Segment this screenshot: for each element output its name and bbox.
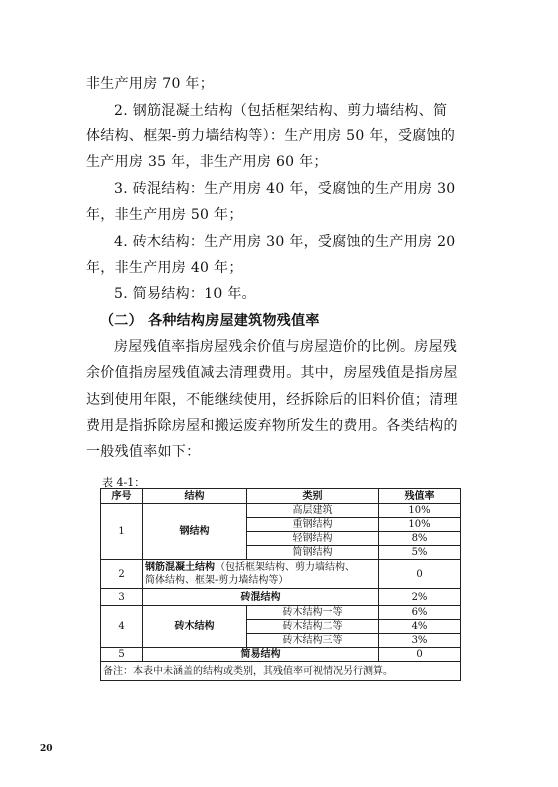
column-header: 残值率: [379, 489, 461, 504]
rate-cell: 0: [379, 560, 461, 589]
paragraph-line: 2. 钢筋混凝土结构（包括框架结构、剪力墙结构、简: [114, 103, 448, 119]
row-number: 2: [101, 560, 143, 589]
category-cell: 砖木结构二等: [247, 620, 379, 634]
paragraph-line: 年，非生产用房 40 年；: [86, 260, 243, 276]
structure-cell: 简易结构: [143, 648, 379, 662]
row-number: 1: [101, 504, 143, 560]
category-cell: 砖木结构一等: [247, 606, 379, 620]
paragraph-line: 一般残值率如下：: [86, 444, 201, 460]
rate-cell: 4%: [379, 620, 461, 634]
table-note-row: [101, 662, 461, 681]
table-header-row: [101, 489, 461, 504]
category-cell: 重钢结构: [247, 518, 379, 532]
paragraph-line: 达到使用年限，不能继续使用，经拆除后的旧料价值；清理: [86, 392, 458, 408]
rate-cell: 3%: [379, 634, 461, 648]
row-number: 4: [101, 606, 143, 648]
category-cell: 轻钢结构: [247, 532, 379, 546]
rate-cell: 2%: [379, 589, 461, 606]
column-header: 结构: [143, 489, 247, 504]
residual-rate-table: [100, 488, 461, 681]
structure-note: （包括框架结构、剪力墙结构、: [215, 562, 355, 573]
table-row: [101, 606, 461, 620]
table-caption: 表 4-1：: [102, 476, 146, 489]
row-number: 3: [101, 589, 143, 606]
paragraph-line: 房屋残值率指房屋残余价值与房屋造价的比例。房屋残: [114, 339, 458, 355]
page-number: 20: [40, 744, 53, 754]
table-row: [101, 504, 461, 518]
structure-note: 简体结构、框架-剪力墙结构等）: [145, 575, 289, 586]
rate-cell: 6%: [379, 606, 461, 620]
table-row: [101, 648, 461, 662]
rate-cell: 10%: [379, 504, 461, 518]
paragraph-line: 余价值指房屋残值减去清理费用。其中，房屋残值是指房屋: [86, 365, 458, 381]
structure-cell: 砖木结构: [143, 606, 247, 648]
category-cell: 高层建筑: [247, 504, 379, 518]
paragraph-line: 生产用房 35 年，非生产用房 60 年；: [86, 154, 328, 170]
rate-cell: 8%: [379, 532, 461, 546]
column-header: 类别: [247, 489, 379, 504]
section-heading: （二） 各种结构房屋建筑物残值率: [100, 313, 320, 329]
table-note: 备注：本表中未涵盖的结构或类别，其残值率可视情况另行测算。: [101, 662, 461, 681]
rate-cell: 5%: [379, 546, 461, 560]
row-number: 5: [101, 648, 143, 662]
table-row: [101, 589, 461, 606]
paragraph-line: 体结构、框架-剪力墙结构等）：生产用房 50 年，受腐蚀的: [86, 128, 456, 144]
structure-cell: 砖混结构: [143, 589, 379, 606]
rate-cell: 0: [379, 648, 461, 662]
paragraph-line: 5. 简易结构：10 年。: [114, 286, 256, 302]
paragraph-line: 费用是指拆除房屋和搬运废弃物所发生的费用。各类结构的: [86, 418, 458, 434]
paragraph-line: 年，非生产用房 50 年；: [86, 207, 243, 223]
rate-cell: 10%: [379, 518, 461, 532]
table-row: [101, 560, 461, 589]
column-header: 序号: [101, 489, 143, 504]
paragraph-line: 非生产用房 70 年；: [86, 76, 215, 92]
paragraph-line: 3. 砖混结构：生产用房 40 年，受腐蚀的生产用房 30: [114, 181, 456, 197]
paragraph-line: 4. 砖木结构：生产用房 30 年，受腐蚀的生产用房 20: [114, 234, 456, 250]
category-cell: 简钢结构: [247, 546, 379, 560]
structure-cell: [143, 560, 379, 589]
structure-name: 钢筋混凝土结构: [145, 562, 215, 573]
category-cell: 砖木结构三等: [247, 634, 379, 648]
structure-cell: 钢结构: [143, 504, 247, 560]
